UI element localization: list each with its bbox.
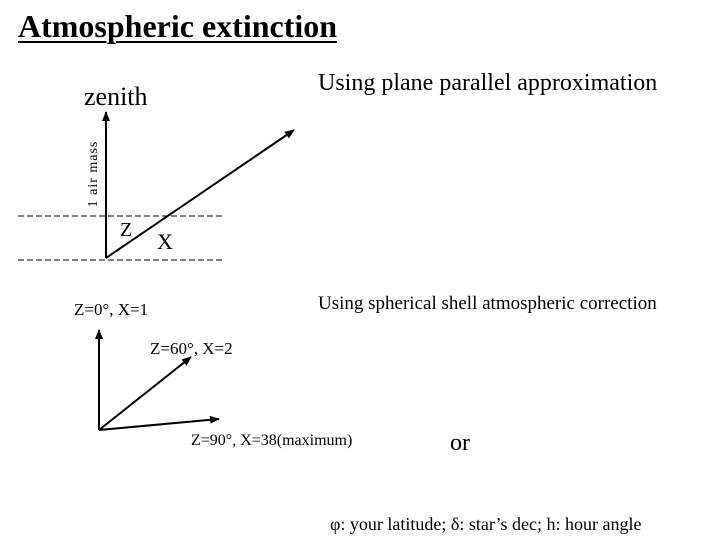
air-mass-label: 1 air mass [86,140,101,208]
footnote: φ: your latitude; δ: star’s dec; h: hour angle [330,514,642,534]
or-label: or [450,430,470,456]
airmass-x-label: X [157,229,173,254]
arrow-z60 [99,357,191,430]
slant-path-arrow [106,130,294,258]
zenith-label: zenith [84,82,148,111]
case-zenith-label: Z=0°, X=1 [74,300,149,319]
slide-title: Atmospheric extinction [18,8,338,44]
arrow-z90 [99,419,219,430]
case-horizon-label: Z=90°, X=38(maximum) [191,432,353,449]
spherical-shell-heading: Using spherical shell atmospheric correction [318,293,657,314]
plane-parallel-heading: Using plane parallel approximation [318,70,658,96]
zenith-angle-label: Z [120,219,133,241]
case-60deg-label: Z=60°, X=2 [150,339,233,358]
